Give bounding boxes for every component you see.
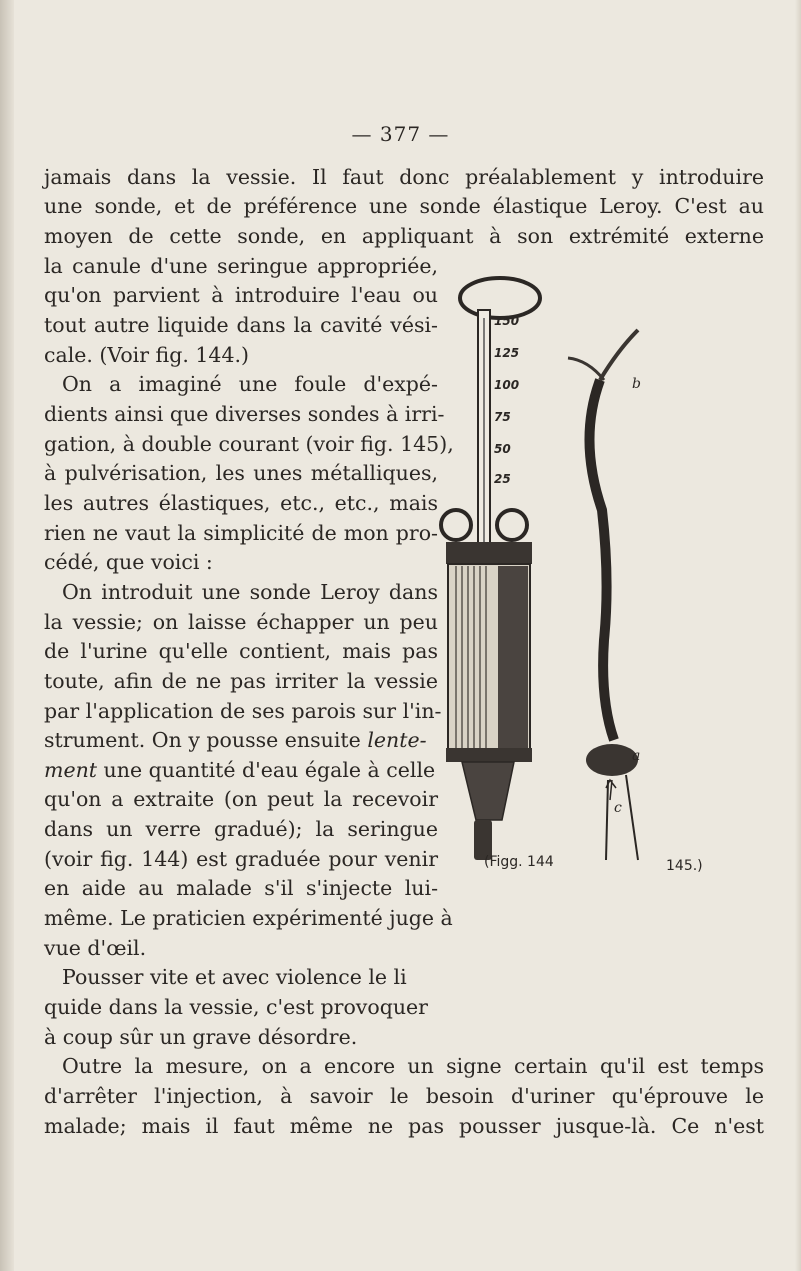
- scale-label: 100: [494, 378, 520, 392]
- text-line: dients ainsi que diverses sondes à irri-: [44, 402, 445, 426]
- catheter-tube: [589, 380, 614, 740]
- scale-label: 50: [494, 442, 511, 456]
- text-span: une quantité d'eau égale à celle: [103, 758, 436, 782]
- text-line: une sonde, et de préférence une sonde élastique Leroy. C'est au: [44, 194, 764, 218]
- text-line: gation, à double courant (voir fig. 145),: [44, 432, 454, 456]
- figure-caption-left: (Figg. 144: [484, 854, 554, 870]
- text-line: en aide au malade s'il s'injecte lui-: [44, 876, 438, 900]
- text-line: par l'application de ses parois sur l'in-: [44, 699, 442, 723]
- page-number: — 377 —: [351, 122, 450, 146]
- figure-letter-c: c: [614, 800, 622, 816]
- text-line: [44, 756, 435, 784]
- text-line: jamais dans la vessie. Il faut donc préalablement y introduire: [44, 165, 764, 189]
- text-line: qu'on parvient à introduire l'eau ou: [44, 283, 438, 307]
- text-line: toute, afin de ne pas irriter la vessie: [44, 669, 438, 693]
- catheter-connector: [586, 744, 641, 776]
- text-line: à pulvérisation, les unes métalliques,: [44, 461, 438, 485]
- figure-letter-a: a: [632, 748, 641, 764]
- page-gutter: [0, 0, 14, 1271]
- text-line: Outre la mesure, on a encore un signe certain qu'il est temps: [62, 1054, 764, 1078]
- text-line: quide dans la vessie, c'est provoquer: [44, 995, 428, 1019]
- scale-label: 75: [494, 410, 511, 424]
- figure-syringe-and-catheter: [418, 260, 646, 880]
- text-line: Pousser vite et avec violence le li: [62, 965, 407, 989]
- figure-letter-b: b: [632, 376, 641, 392]
- text-line: moyen de cette sonde, en appliquant à son extrémité externe: [44, 224, 764, 248]
- figure-illustration: [418, 260, 646, 880]
- page-edge: [795, 0, 801, 1271]
- text-line: la canule d'une seringue appropriée,: [44, 254, 438, 278]
- text-line: rien ne vaut la simplicité de mon pro-: [44, 521, 438, 545]
- text-line: d'arrêter l'injection, à savoir le besoin d'uriner qu'éprouve le: [44, 1084, 764, 1108]
- text-line: les autres élastiques, etc., etc., mais: [44, 491, 438, 515]
- emphasis-word: lente-: [367, 728, 427, 752]
- text-line: qu'on a extraite (on peut la recevoir: [44, 787, 438, 811]
- text-line: même. Le praticien expérimenté juge à: [44, 906, 453, 930]
- text-line: On a imaginé une foule d'expé-: [62, 372, 438, 396]
- syringe-handle-ring: [460, 278, 540, 318]
- figure-caption-right: 145.): [666, 858, 703, 874]
- text-line: (voir fig. 144) est graduée pour venir: [44, 847, 438, 871]
- text-line: la vessie; on laisse échapper un peu: [44, 610, 438, 634]
- scale-label: 150: [494, 314, 520, 328]
- text-line: vue d'œil.: [44, 936, 147, 960]
- scale-label: 125: [494, 346, 520, 360]
- syringe-cap: [446, 542, 532, 564]
- text-line: malade; mais il faut même ne pas pousser jusque-là. Ce n'est: [44, 1114, 764, 1138]
- text-line: On introduit une sonde Leroy dans: [62, 580, 438, 604]
- syringe-finger-ring-left: [441, 510, 471, 540]
- text-span: strument. On y pousse ensuite: [44, 728, 361, 752]
- text-line: tout autre liquide dans la cavité vési-: [44, 313, 438, 337]
- text-line: [44, 726, 427, 754]
- text-line: de l'urine qu'elle contient, mais pas: [44, 639, 438, 663]
- syringe-nozzle: [462, 762, 514, 820]
- scale-label: 25: [494, 472, 511, 486]
- emphasis-word: ment: [44, 758, 98, 782]
- syringe-finger-ring-right: [497, 510, 527, 540]
- text-line: à coup sûr un grave désordre.: [44, 1025, 358, 1049]
- text-line: cédé, que voici :: [44, 550, 213, 574]
- text-line: dans un verre gradué); la seringue: [44, 817, 438, 841]
- text-line: cale. (Voir fig. 144.): [44, 343, 250, 367]
